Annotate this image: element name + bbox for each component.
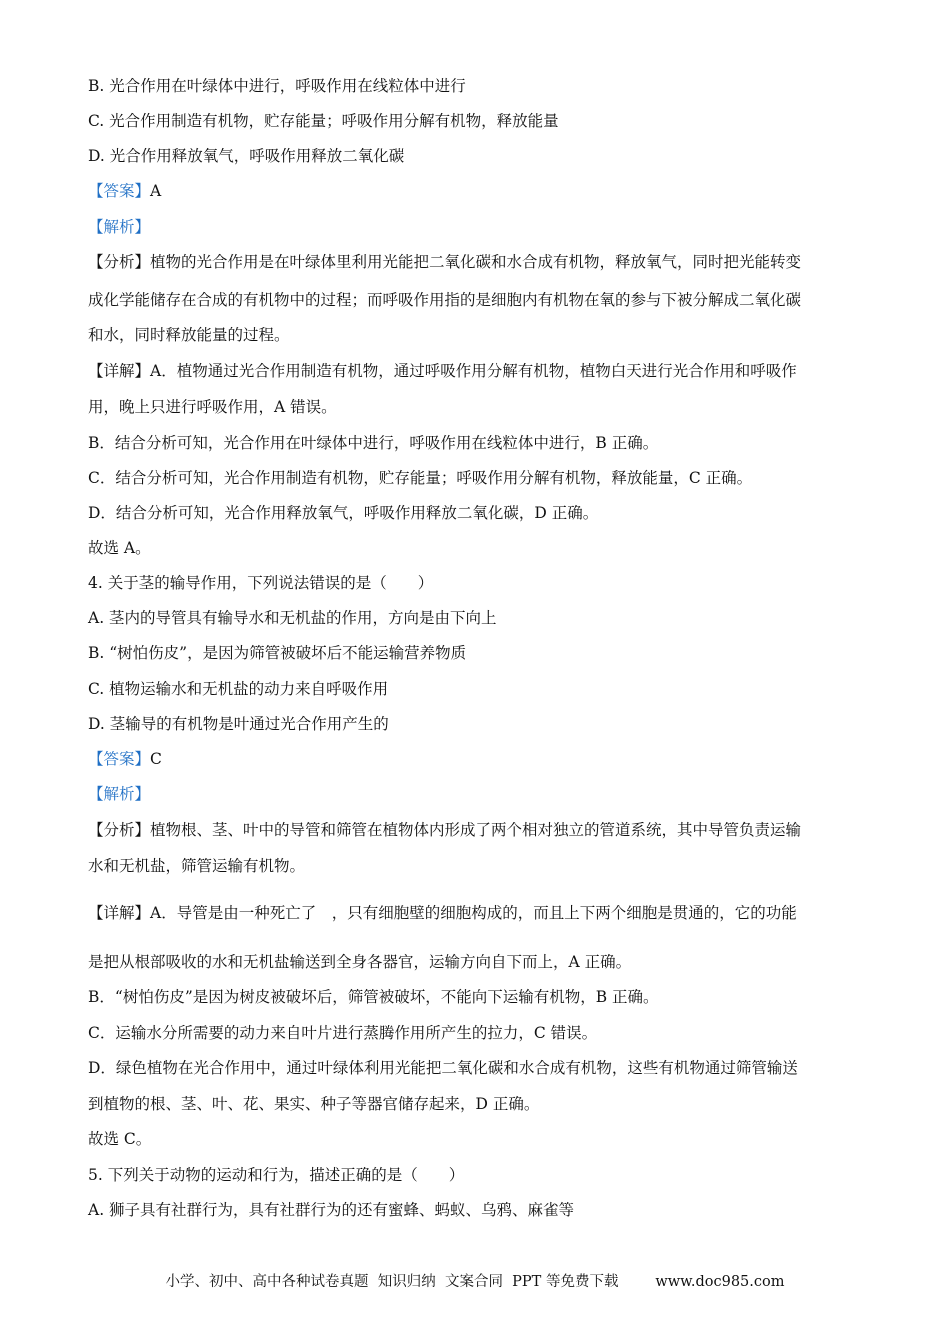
q3-answer — [88, 181, 868, 201]
q3-xiangjie-d: D．结合分析可知，光合作用释放氧气，呼吸作用释放二氧化碳，D 正确。 — [88, 504, 599, 522]
fenxi-tag: 【分析】 — [88, 821, 151, 839]
q4-xiangjie-c: C．运输水分所需要的动力来自叶片进行蒸腾作用所产生的拉力，C 错误。 — [88, 1024, 598, 1042]
q4-analysis-tag — [88, 784, 868, 804]
q3-choose: 故选 A。 — [88, 539, 151, 557]
q4-xiangjie-line-2: 是把从根部吸收的水和无机盐输送到全身各器官，运输方向自下而上，A 正确。 — [88, 953, 632, 971]
xiangjie-text: A．导管是由一种死亡了 ，只有细胞壁的细胞构成的，而且上下两个细胞是贯通的，它的功能 — [150, 904, 797, 922]
xiangjie-tag: 【详解】 — [88, 362, 151, 380]
answer-tag: 【答案】 — [88, 182, 151, 200]
page-footer — [0, 1270, 950, 1291]
q4-fenxi-line-2: 水和无机盐，筛管运输有机物。 — [88, 857, 306, 875]
analysis-tag: 【解析】 — [88, 218, 151, 236]
q4-option-d: D. 茎输导的有机物是叶通过光合作用产生的 — [88, 715, 389, 733]
q4-stem: 4. 关于茎的输导作用，下列说法错误的是（ ） — [88, 574, 434, 592]
q4-answer — [88, 749, 868, 769]
q5-option-a: A. 狮子具有社群行为，具有社群行为的还有蜜蜂、蚂蚁、乌鸦、麻雀等 — [88, 1201, 575, 1219]
q4-choose: 故选 C。 — [88, 1130, 152, 1148]
fenxi-tag: 【分析】 — [88, 253, 151, 271]
answer-tag: 【答案】 — [88, 750, 151, 768]
q4-xiangjie-d-line-2: 到植物的根、茎、叶、花、果实、种子等器官储存起来，D 正确。 — [88, 1095, 540, 1113]
analysis-tag: 【解析】 — [88, 785, 151, 803]
footer-text: 小学、初中、高中各种试卷真题 知识归纳 文案合同 PPT 等免费下载 — [165, 1274, 619, 1290]
xiangjie-tag: 【详解】 — [88, 904, 151, 922]
footer-link[interactable]: www.doc985.com — [655, 1274, 785, 1290]
q4-option-a: A. 茎内的导管具有输导水和无机盐的作用，方向是由下向上 — [88, 609, 497, 627]
q3-fenxi-line-2: 成化学能储存在合成的有机物中的过程；而呼吸作用指的是细胞内有机物在氧的参与下被分解成二氧化碳 — [88, 291, 802, 309]
q3-xiangjie-line-1 — [88, 361, 868, 381]
answer-value: C — [150, 750, 162, 768]
q4-xiangjie-d-line-1: D．绿色植物在光合作用中，通过叶绿体利用光能把二氧化碳和水合成有机物，这些有机物通过筛管输送 — [88, 1059, 798, 1077]
q3-fenxi-line-3: 和水，同时释放能量的过程。 — [88, 326, 290, 344]
q3-xiangjie-b: B．结合分析可知，光合作用在叶绿体中进行，呼吸作用在线粒体中进行，B 正确。 — [88, 434, 659, 452]
fenxi-text: 植物根、茎、叶中的导管和筛管在植物体内形成了两个相对独立的管道系统，其中导管负责运输 — [150, 821, 802, 839]
q3-option-d: D. 光合作用释放氧气，呼吸作用释放二氧化碳 — [88, 147, 405, 165]
q3-option-c: C. 光合作用制造有机物，贮存能量；呼吸作用分解有机物，释放能量 — [88, 112, 559, 130]
q3-xiangjie-line-2: 用，晚上只进行呼吸作用，A 错误。 — [88, 398, 337, 416]
answer-value: A — [150, 182, 162, 200]
q5-stem: 5. 下列关于动物的运动和行为，描述正确的是（ ） — [88, 1166, 465, 1184]
q3-fenxi-line-1 — [88, 252, 868, 272]
xiangjie-text: A．植物通过光合作用制造有机物，通过呼吸作用分解有机物，植物白天进行光合作用和呼吸作 — [150, 362, 797, 380]
q4-option-b: B. “树怕伤皮”，是因为筛管被破坏后不能运输营养物质 — [88, 644, 467, 662]
q4-xiangjie-line-1 — [88, 903, 868, 923]
q3-option-b: B. 光合作用在叶绿体中进行，呼吸作用在线粒体中进行 — [88, 77, 466, 95]
q3-analysis-tag — [88, 217, 868, 237]
q3-xiangjie-c: C．结合分析可知，光合作用制造有机物，贮存能量；呼吸作用分解有机物，释放能量，C 正确。 — [88, 469, 753, 487]
q4-fenxi-line-1 — [88, 820, 868, 840]
q4-option-c: C. 植物运输水和无机盐的动力来自呼吸作用 — [88, 680, 389, 698]
fenxi-text: 植物的光合作用是在叶绿体里利用光能把二氧化碳和水合成有机物，释放氧气，同时把光能转变 — [150, 253, 802, 271]
q4-xiangjie-b: B．“树怕伤皮”是因为树皮被破坏后，筛管被破坏，不能向下运输有机物，B 正确。 — [88, 988, 659, 1006]
